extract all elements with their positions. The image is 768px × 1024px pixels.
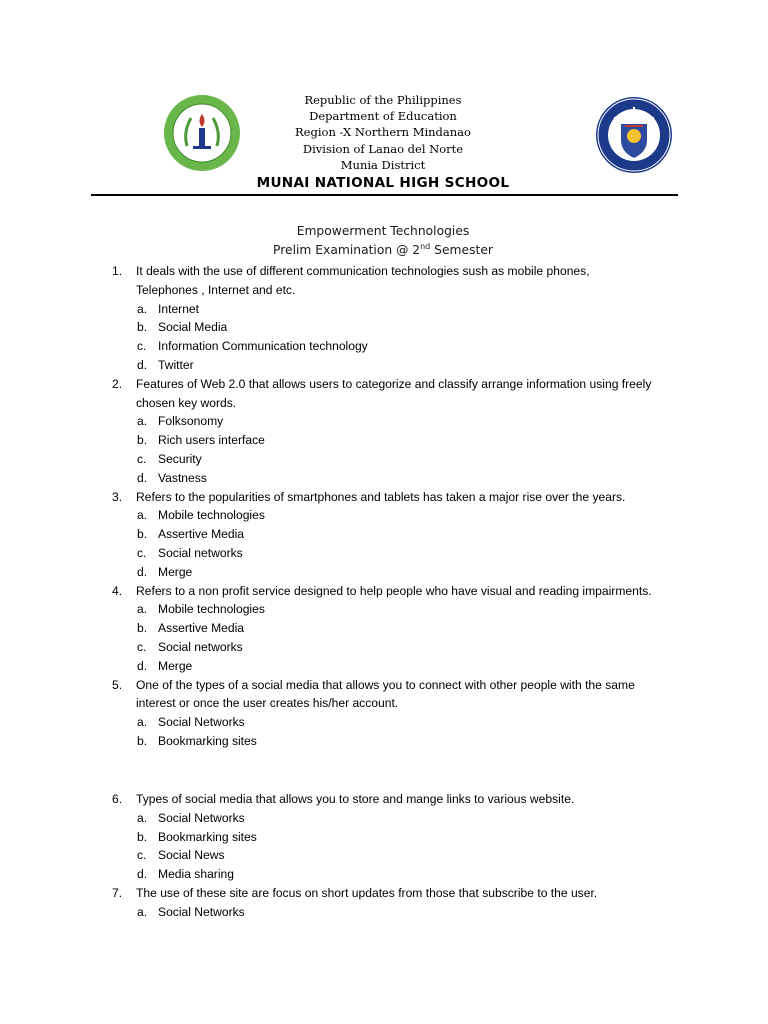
option-text: Merge <box>158 564 193 579</box>
option-letter: c. <box>137 452 147 466</box>
question-number: 5. <box>112 677 123 692</box>
deped-seal-logo <box>595 96 673 174</box>
option-text: Social networks <box>158 546 243 560</box>
option-text: Bookmarking sites <box>158 734 257 748</box>
option-letter: d. <box>137 867 148 882</box>
subject-title: Empowerment Technologies <box>296 224 470 238</box>
option-text: Bookmarking sites <box>158 829 257 844</box>
option-letter: a. <box>137 904 148 919</box>
option-letter: c. <box>137 640 147 654</box>
option-letter: d. <box>137 658 148 673</box>
option-text: Twitter <box>158 358 194 372</box>
question-number: 7. <box>112 886 123 900</box>
question-number: 2. <box>112 376 123 391</box>
question-text: The use of these site are focus on short updates from those that subscribe to the user. <box>136 886 598 900</box>
question-number: 4. <box>112 583 123 598</box>
question-number: 1. <box>112 264 123 278</box>
question-text: interest or once the user creates his/her account. <box>136 696 399 711</box>
option-text: Assertive Media <box>158 527 245 542</box>
option-letter: c. <box>137 848 147 863</box>
option-letter: c. <box>137 339 147 354</box>
exam-title-prefix: Prelim Examination @ 2 <box>273 243 421 257</box>
option-text: Media sharing <box>158 867 234 882</box>
option-text: Folksonomy <box>158 414 224 429</box>
question-text: Telephones , Internet and etc. <box>136 282 296 297</box>
option-letter: a. <box>137 301 148 316</box>
letterhead-line: Division of Lanao del Norte <box>302 141 464 156</box>
option-text: Assertive Media <box>158 621 245 636</box>
option-text: Social Networks <box>158 810 245 825</box>
exam-title-sup: nd <box>420 242 431 251</box>
option-text: Mobile technologies <box>158 508 265 523</box>
option-text: Social Networks <box>158 904 245 919</box>
letterhead-line: Department of Education <box>309 109 457 124</box>
exam-title <box>150 241 616 260</box>
option-letter: d. <box>137 358 148 372</box>
option-text: Social News <box>158 848 225 863</box>
option-letter: b. <box>137 320 148 335</box>
question-number: 6. <box>112 792 123 806</box>
question-text: It deals with the use of different communication technologies sush as mobile phones, <box>136 264 590 278</box>
letterhead-line: Republic of the Philippines <box>304 93 462 107</box>
exam-heading <box>150 222 616 260</box>
option-text: Vastness <box>158 470 207 485</box>
option-text: Information Communication technology <box>158 339 368 354</box>
letterhead-line: Munia District <box>340 157 426 172</box>
header-divider <box>91 194 678 196</box>
option-letter: b. <box>137 527 148 542</box>
option-letter: b. <box>137 829 148 844</box>
option-letter: d. <box>137 564 148 579</box>
question-number: 3. <box>112 489 123 504</box>
option-text: Social Media <box>158 320 228 335</box>
school-name: MUNAI NATIONAL HIGH SCHOOL <box>256 175 510 191</box>
option-letter: a. <box>137 602 148 617</box>
option-letter: d. <box>137 470 148 485</box>
option-text: Security <box>158 452 202 466</box>
letterhead <box>230 92 536 173</box>
letterhead-line: Region -X Northern Mindanao <box>295 125 471 140</box>
option-letter: c. <box>137 546 147 560</box>
option-text: Merge <box>158 658 193 673</box>
question-text: One of the types of a social media that allows you to connect with other people with the same <box>136 677 635 692</box>
option-text: Rich users interface <box>158 433 265 448</box>
question-text: Refers to a non profit service designed to help people who have visual and reading impairments. <box>136 583 652 598</box>
option-letter: b. <box>137 734 148 748</box>
question-text: Types of social media that allows you to store and mange links to various website. <box>136 792 575 806</box>
option-letter: a. <box>137 414 148 429</box>
option-letter: a. <box>137 810 148 825</box>
option-letter: b. <box>137 433 148 448</box>
question-text: Refers to the popularities of smartphones and tablets has taken a major rise over the years. <box>136 489 626 504</box>
option-text: Mobile technologies <box>158 602 265 617</box>
option-text: Internet <box>158 301 200 316</box>
exam-title-suffix: Semester <box>430 243 493 257</box>
option-text: Social networks <box>158 640 243 654</box>
option-letter: a. <box>137 508 148 523</box>
option-letter: b. <box>137 621 148 636</box>
question-text: Features of Web 2.0 that allows users to categorize and classify arrange information using freely <box>136 376 652 391</box>
option-letter: a. <box>137 715 148 730</box>
option-text: Social Networks <box>158 715 245 730</box>
question-text: chosen key words. <box>136 395 237 410</box>
